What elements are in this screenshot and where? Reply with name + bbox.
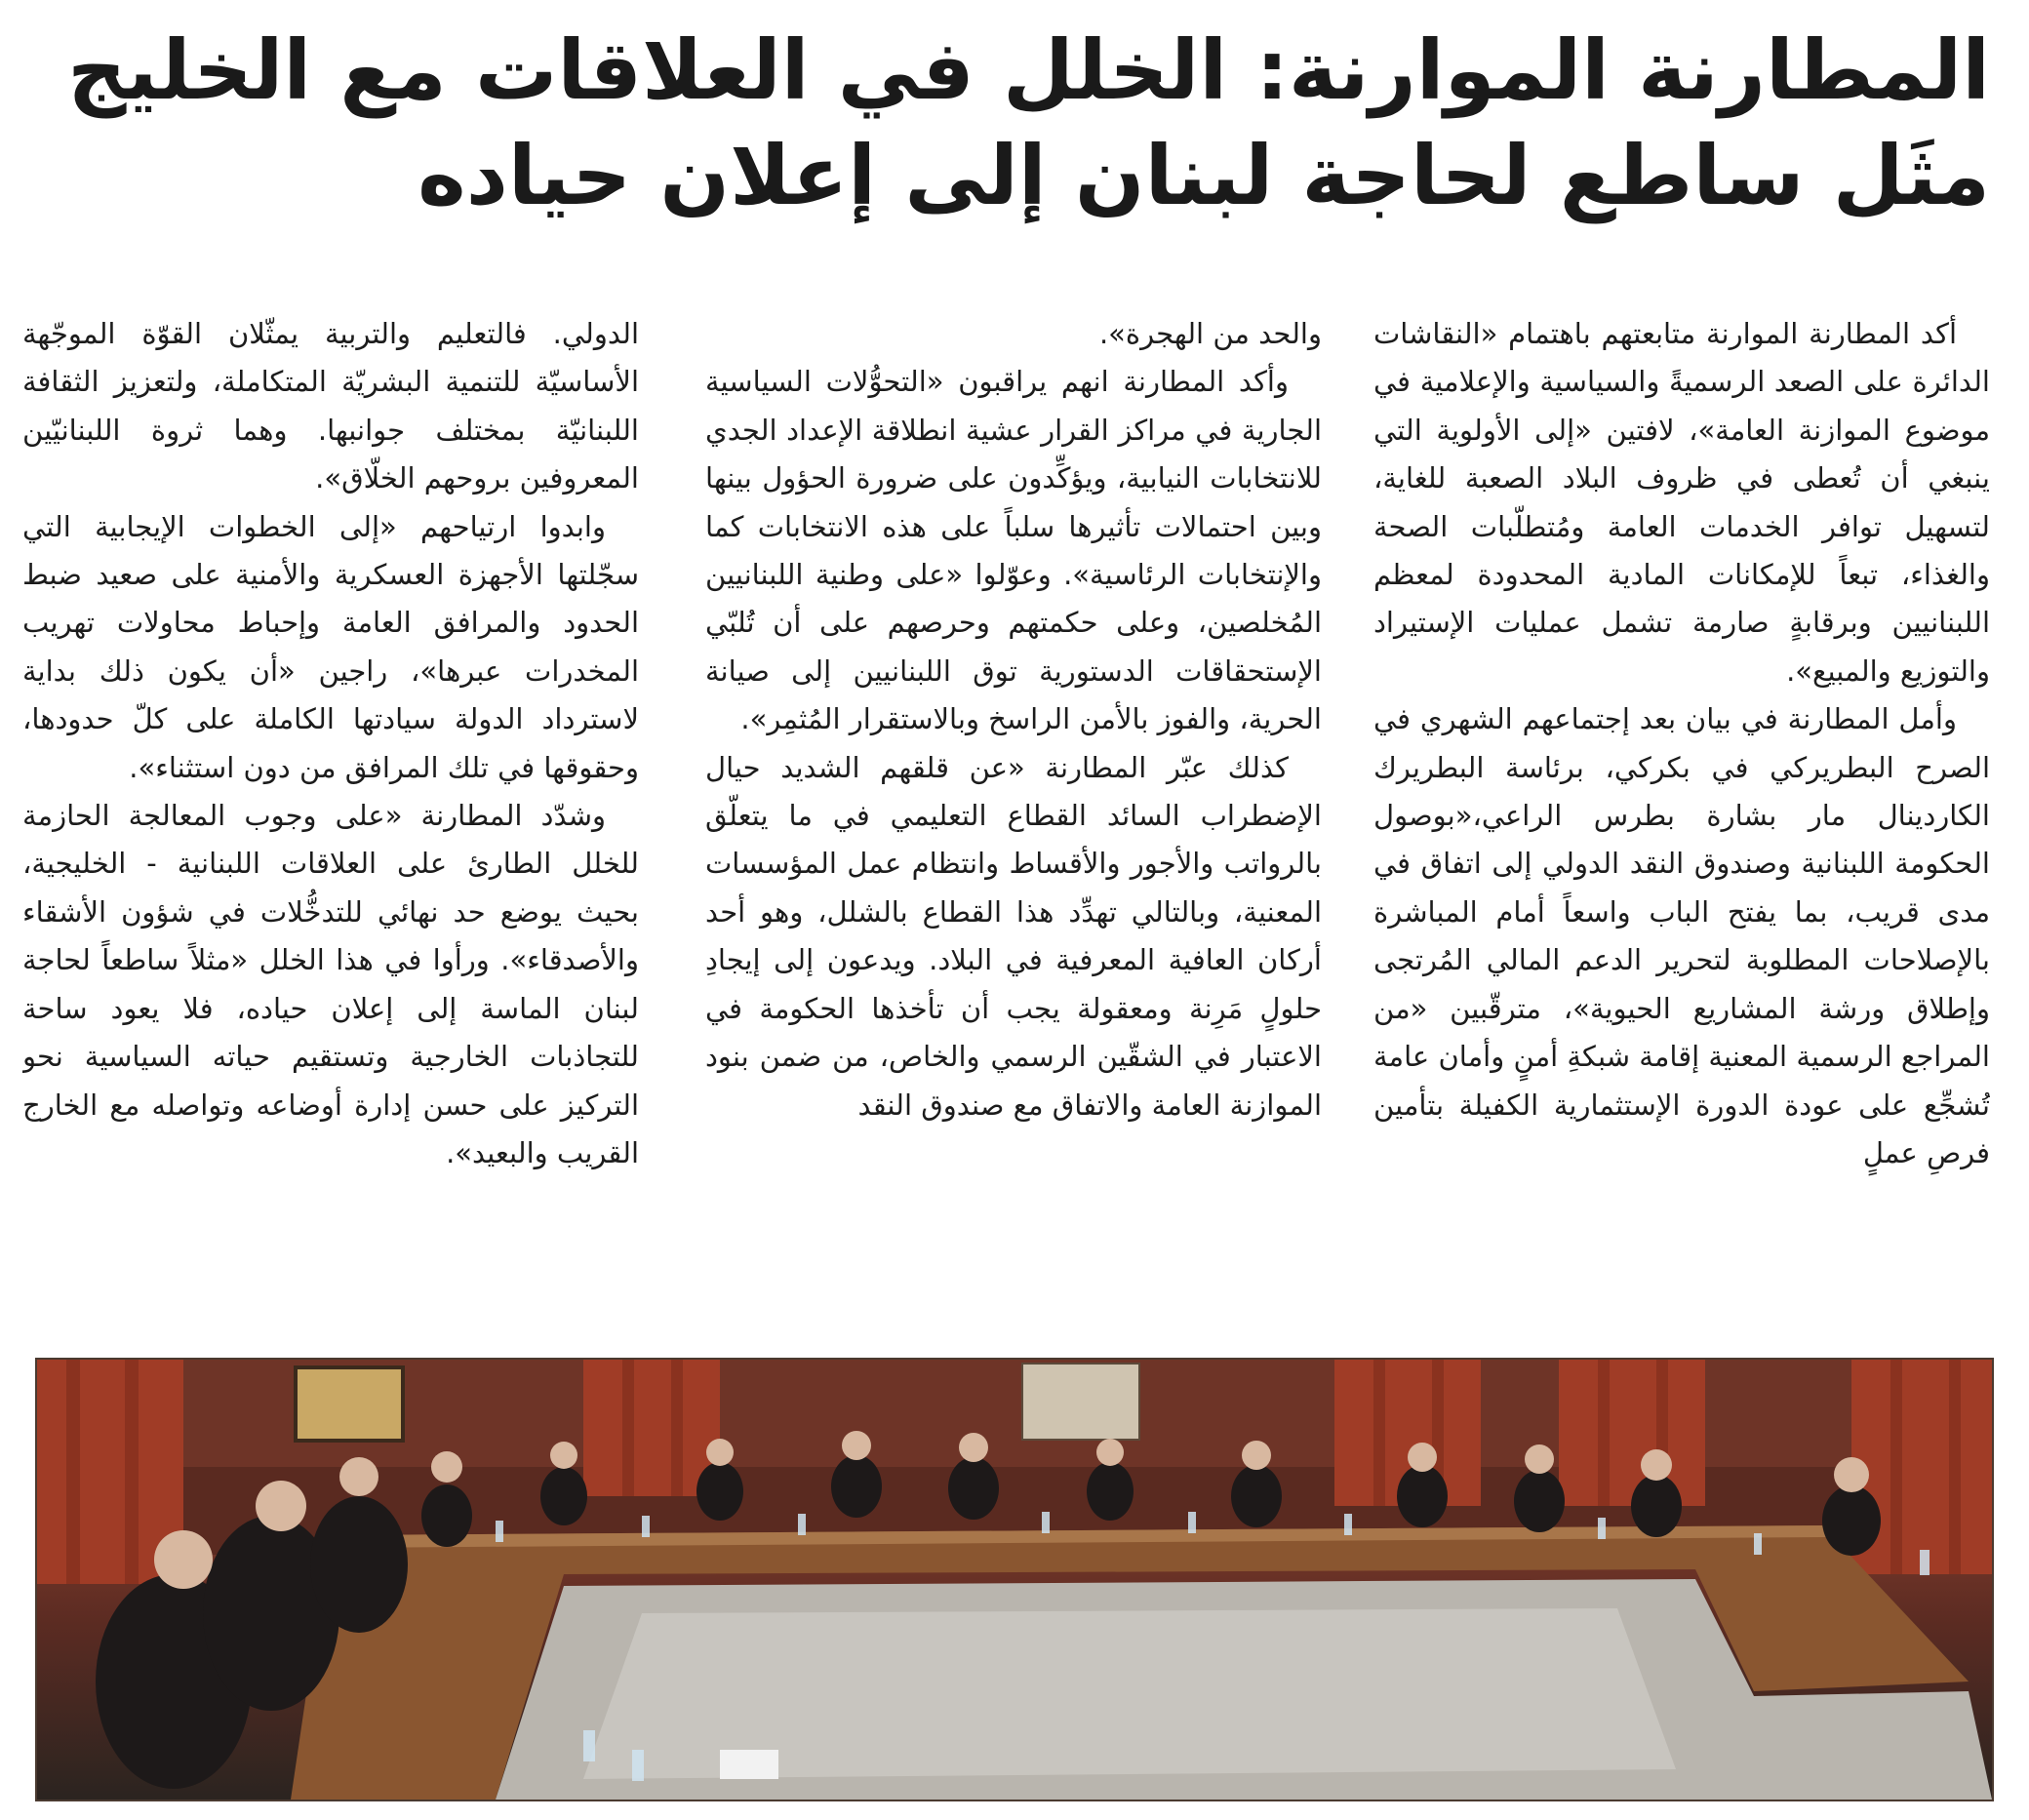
wall-portrait: [296, 1367, 403, 1441]
paragraph: الدولي. فالتعليم والتربية يمثّلان القوّة الموجّهة الأساسيّة للتنمية البشريّة المتكاملة، ولتعزيز الثقافة اللبنانيّة بمختلف جوانبها. وهما ثروة اللبنانيّين المعروفين بروحهم الخلّاق».: [22, 317, 639, 495]
meeting-photo: [35, 1358, 1994, 1801]
article-column-3: [22, 310, 639, 1295]
headline-line-2: مثَل ساطع لحاجة لبنان إلى إعلان حياده: [418, 128, 1990, 223]
headline-line-1: المطارنة الموارنة: الخلل في العلاقات مع الخليج: [67, 22, 1990, 118]
article-column-2: [705, 310, 1322, 1295]
paragraph: كذلك عبّر المطارنة «عن قلقهم الشديد حيال الإضطراب السائد القطاع التعليمي في ما يتعلّق بالرواتب والأجور والأقساط وانتظام عمل المؤسسات المعنية، وبالتالي تهدِّد هذا القطاع بالشلل، وهو أحد أركان العافية المعرفية في البلاد. ويدعون إلى إيجادِ حلولٍ مَرِنة ومعقولة يجب أن تأخذها الحكومة في الاعتبار في الشقّين الرسمي والخاص، من ضمن بنود الموازنة العامة والاتفاق مع صندوق النقد: [705, 750, 1322, 1122]
paragraph: والحد من الهجرة».: [1098, 317, 1322, 350]
paragraph: أكد المطارنة الموارنة متابعتهم باهتمام «النقاشات الدائرة على الصعد الرسميةً والسياسية والإعلامية في موضوع الموازنة العامة»، لافتين «إلى الأولوية التي ينبغي أن تُعطى في ظروف البلاد الصعبة للغاية، لتسهيل توافر الخدمات العامة ومُتطلّبات الصحة والغذاء، تبعاً للإمكانات المادية المحدودة لمعظم اللبنانيين وبرقابةٍ صارمة تشمل عمليات الإستيراد والتوزيع والمبيع».: [1373, 317, 1990, 688]
tissue-box: [720, 1750, 778, 1779]
paragraph: وأكد المطارنة انهم يراقبون «التحوُّلات السياسية الجارية في مراكز القرار عشية انطلاقة الإعداد الجدي للانتخابات النيابية، ويؤكِّدون على ضرورة الحؤول بينها وبين احتمالات تأثيرها سلباً على هذه الانتخابات كما والإنتخابات الرئاسية». وعوّلوا «على وطنية اللبنانيين المُخلصين، وعلى حكمتهم وحرصهم على أن تُلبّي الإستحقاقات الدستورية توق اللبنانيين إلى صيانة الحرية، والفوز بالأمن الراسخ وبالاستقرار المُثمِر».: [705, 365, 1322, 736]
headline: [39, 18, 1990, 228]
wall-plaque: [1022, 1364, 1139, 1440]
paragraph: وابدوا ارتياحهم «إلى الخطوات الإيجابية التي سجّلتها الأجهزة العسكرية والأمنية على صعيد ضبط الحدود والمرافق العامة وإحباط محاولات تهريب المخدرات عبرها»، راجين «أن يكون ذلك بداية لاسترداد الدولة سيادتها الكاملة على كلّ حدودها، وحقوقها في تلك المرافق من دون استثناء».: [22, 509, 639, 784]
paragraph: وشدّد المطارنة «على وجوب المعالجة الحازمة للخلل الطارئ على العلاقات اللبنانية - الخليجية، بحيث يوضع حد نهائي للتدخُّلات في شؤون الأشقاء والأصدقاء». ورأوا في هذا الخلل «مثلاً ساطعاً لحاجة لبنان الماسة إلى إعلان حياده، فلا يعود ساحة للتجاذبات الخارجية وتستقيم حياته السياسية نحو التركيز على حسن إدارة أوضاعه وتواصله مع الخارج القريب والبعيد».: [22, 799, 639, 1169]
paragraph: وأمل المطارنة في بيان بعد إجتماعهم الشهري في الصرح البطريركي في بكركي، برئاسة البطريرك الكاردينال مار بشارة بطرس الراعي،«بوصول الحكومة اللبنانية وصندوق النقد الدولي إلى اتفاق في مدى قريب، بما يفتح الباب واسعاً أمام المباشرة بالإصلاحات المطلوبة لتحرير الدعم المالي المُرتجى وإطلاق ورشة المشاريع الحيوية»، مترقّبين «من المراجع الرسمية المعنية إقامة شبكةِ أمنٍ وأمان عامة تُشجِّع على عودة الدورة الإستثمارية الكفيلة بتأمين فرصِ عملٍ: [1373, 702, 1990, 1169]
meeting-scene-illustration: [37, 1360, 1992, 1800]
article-column-1: [1373, 310, 1990, 1295]
